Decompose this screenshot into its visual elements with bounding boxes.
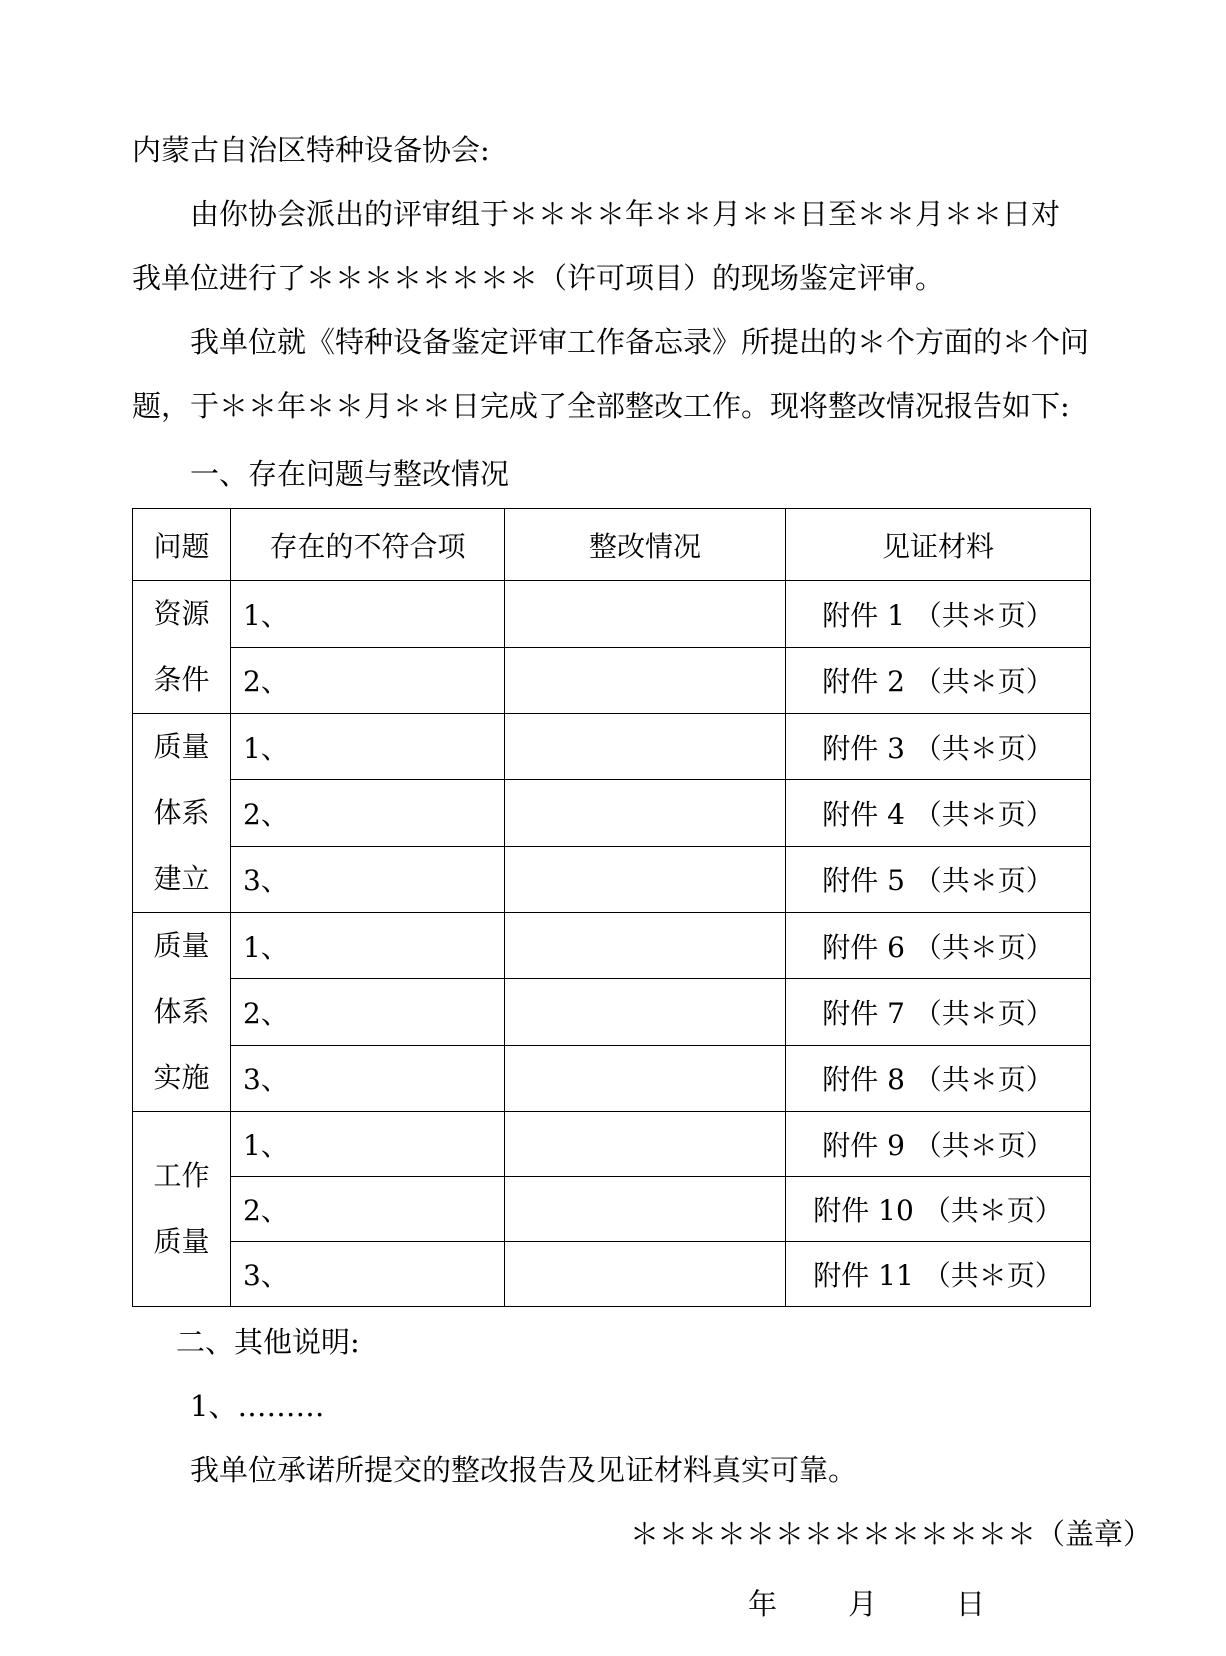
date-day: 日 [956,1587,986,1621]
signature-stamp: ＊＊＊＊＊＊＊＊＊＊＊＊＊＊（盖章） [630,1517,1153,1551]
category-cell [133,1112,231,1307]
category-line: 资源 [153,597,210,630]
evidence-cell: 附件 4 （共＊页） [786,780,1091,846]
table-row [133,979,1091,1045]
paragraph-2-line-1: 我单位就《特种设备鉴定评审工作备忘录》所提出的＊个方面的＊个问 [190,325,1090,359]
item-cell: 2、 [231,979,505,1045]
item-cell: 1、 [231,1112,505,1177]
category-line: 质量 [153,730,210,763]
rectification-cell[interactable] [505,979,786,1045]
table-row [133,780,1091,846]
category-cell [133,913,231,1112]
item-cell: 2、 [231,780,505,846]
rectification-cell[interactable] [505,1045,786,1111]
evidence-cell: 附件 1 （共＊页） [786,581,1091,648]
table-row [133,1242,1091,1307]
evidence-cell: 附件 9 （共＊页） [786,1112,1091,1177]
item-cell: 3、 [231,1242,505,1307]
category-line: 体系 [153,796,210,829]
header-evidence: 见证材料 [786,509,1091,581]
rectification-table [132,508,1091,1307]
evidence-cell: 附件 6 （共＊页） [786,913,1091,979]
evidence-cell: 附件 2 （共＊页） [786,647,1091,714]
category-line: 体系 [153,995,210,1028]
rectification-cell[interactable] [505,714,786,780]
category-cell [133,714,231,913]
rectification-cell[interactable] [505,647,786,714]
evidence-cell: 附件 10 （共＊页） [786,1177,1091,1242]
rectification-cell[interactable] [505,1242,786,1307]
table-row [133,913,1091,979]
date-year: 年 [748,1587,778,1621]
item-cell: 2、 [231,647,505,714]
table-row [133,714,1091,780]
category-line: 质量 [153,929,210,962]
table-row [133,1112,1091,1177]
rectification-cell[interactable] [505,913,786,979]
section-2-title: 二、其他说明: [176,1325,360,1359]
rectification-cell[interactable] [505,846,786,912]
rectification-cell[interactable] [505,1177,786,1242]
date-month: 月 [848,1587,878,1621]
table-header-row [133,509,1091,581]
item-cell: 1、 [231,581,505,648]
evidence-cell: 附件 8 （共＊页） [786,1045,1091,1111]
rectification-cell[interactable] [505,1112,786,1177]
salutation: 内蒙古自治区特种设备协会: [132,133,490,167]
category-cell [133,581,231,714]
table-row [133,846,1091,912]
paragraph-2-line-2: 题，于＊＊年＊＊月＊＊日完成了全部整改工作。现将整改情况报告如下: [132,389,1070,423]
header-rectification: 整改情况 [505,509,786,581]
header-problem: 问题 [133,509,231,581]
evidence-cell: 附件 5 （共＊页） [786,846,1091,912]
paragraph-1-line-2: 我单位进行了＊＊＊＊＊＊＊＊（许可项目）的现场鉴定评审。 [132,261,945,295]
evidence-cell: 附件 11 （共＊页） [786,1242,1091,1307]
item-cell: 1、 [231,714,505,780]
paragraph-1-line-1: 由你协会派出的评审组于＊＊＊＊年＊＊月＊＊日至＊＊月＊＊日对 [190,197,1061,231]
item-cell: 2、 [231,1177,505,1242]
category-line: 条件 [153,663,210,696]
rectification-cell[interactable] [505,780,786,846]
table-row [133,647,1091,714]
table-row [133,1045,1091,1111]
category-line: 建立 [153,862,210,895]
table-row [133,581,1091,648]
item-cell: 3、 [231,846,505,912]
note-1: 1、……… [190,1389,325,1423]
evidence-cell: 附件 3 （共＊页） [786,714,1091,780]
table-row [133,1177,1091,1242]
category-line: 实施 [153,1061,210,1094]
section-1-title: 一、存在问题与整改情况 [190,457,510,491]
evidence-cell: 附件 7 （共＊页） [786,979,1091,1045]
category-line: 质量 [153,1225,210,1258]
rectification-cell[interactable] [505,581,786,648]
category-line: 工作 [153,1159,210,1192]
item-cell: 1、 [231,913,505,979]
item-cell: 3、 [231,1045,505,1111]
commitment: 我单位承诺所提交的整改报告及见证材料真实可靠。 [190,1453,858,1487]
header-nonconformity: 存在的不符合项 [231,509,505,581]
